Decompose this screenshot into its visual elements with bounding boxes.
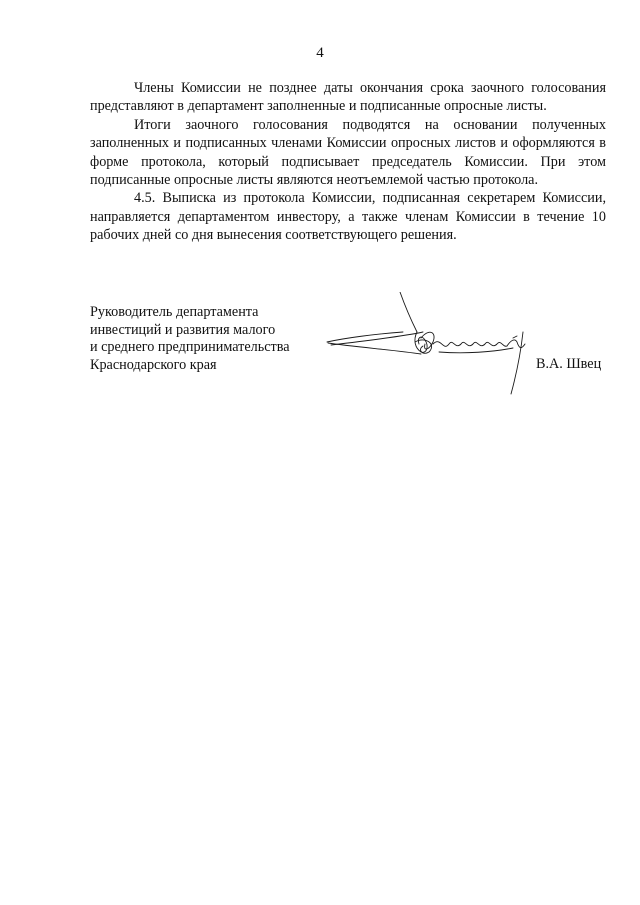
document-body <box>90 79 606 245</box>
paragraph-protocol-extract: 4.5. Выписка из протокола Комиссии, подписанная секретарем Комиссии, направляется департаментом инвестору, а также членам Комиссии в течение 10 рабочих дней со дня вынесения соответствующего решения. <box>90 190 606 244</box>
signer-name: В.А. Швец <box>536 356 602 372</box>
signer-title-line: инвестиций и развития малого <box>90 321 276 338</box>
signer-title-line: Краснодарского края <box>90 356 217 373</box>
page-number: 4 <box>316 45 324 61</box>
signer-title-line: и среднего предпринимательства <box>90 339 290 355</box>
paragraph-voting-submission: Члены Комиссии не позднее даты окончания срока заочного голосования представляют в департамент заполненные и подписанные опросные листы. <box>90 80 606 115</box>
paragraph-voting-results: Итоги заочного голосования подводятся на основании полученных заполненных и подписанных членами Комиссии опросных листов и оформляются в форме протокола, который подписывает председатель Комиссии. При этом подписанные опросные листы являются неотъемлемой частью протокола. <box>90 116 606 189</box>
handwritten-signature <box>325 292 545 402</box>
signer-title <box>90 304 290 374</box>
signer-title-line: Руководитель департамента <box>90 304 259 320</box>
signature-block <box>90 304 610 414</box>
